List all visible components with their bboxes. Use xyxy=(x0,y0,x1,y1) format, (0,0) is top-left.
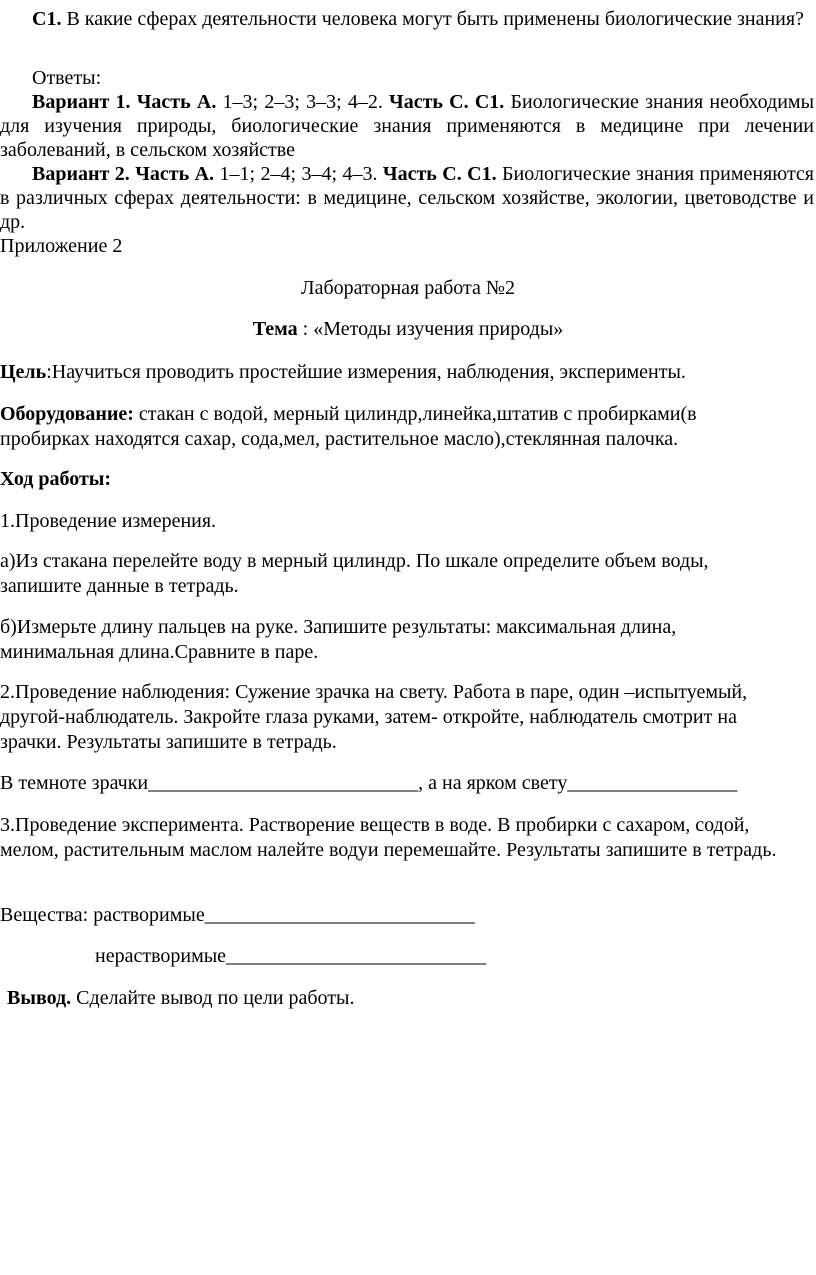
equipment-text: стакан с водой, мерный цилиндр,линейка,штатив с пробирками(в пробирках находятся сахар, сода,мел, растительное масло),стеклянная палочка. xyxy=(0,403,697,450)
topic-label: Тема xyxy=(252,318,298,340)
insoluble-text: нерастворимые__________________________ xyxy=(95,945,487,967)
step-1b-text: б)Измерьте длину пальцев на руке. Запишите результаты: максимальная длина, минимальная длина.Сравните в паре. xyxy=(0,616,677,663)
v2-part-c-label: Часть С. С1. xyxy=(382,163,497,185)
answer-variant-1 xyxy=(0,90,814,162)
lab-goal xyxy=(0,360,816,384)
goal-text: :Научиться проводить простейшие измерения, наблюдения, эксперименты. xyxy=(46,361,686,383)
lab-step-1a xyxy=(0,549,780,599)
step-2-text: 2.Проведение наблюдения: Сужение зрачка на свету. Работа в паре, один –испытуемый, другой-наблюдатель. Закройте глаза руками, затем- откройте, наблюдатель смотрит на зрачки. Результаты запишите в тетрадь. xyxy=(0,681,748,753)
v1-c-text: Биологические знания необходимы для изучения природы, биологические знания применяются в медицине при лечении заболеваний, в сельском хозяйстве xyxy=(0,91,815,161)
pupil-observation-text: В темноте зрачки___________________________, а на ярком свету_________________ xyxy=(0,772,738,794)
equipment-label: Оборудование: xyxy=(0,403,134,425)
conclusion-text: Сделайте вывод по цели работы. xyxy=(71,987,355,1009)
procedure-label: Ход работы: xyxy=(0,468,112,490)
v1-part-c-label: Часть С. С1. xyxy=(389,91,505,113)
v2-a-values: 1–1; 2–4; 3–4; 4–3. xyxy=(214,163,383,185)
v2-variant-label: Вариант 2. xyxy=(32,163,130,185)
soluble-text: Вещества: растворимые___________________________ xyxy=(0,904,475,926)
lab-step-2 xyxy=(0,680,800,755)
topic-text: : «Методы изучения природы» xyxy=(297,318,564,340)
lab-topic xyxy=(0,317,816,341)
answer-variant-2 xyxy=(0,162,814,234)
lab-step-1 xyxy=(0,509,816,533)
question-c1-text xyxy=(0,7,816,31)
v2-c-text: Биологические знания применяются в различных сферах деятельности: в медицине, сельском хозяйстве, экологии, цветоводстве и др. xyxy=(0,163,815,233)
lab-step-3 xyxy=(0,813,800,863)
question-label: С1. xyxy=(32,8,62,30)
step-1-text: 1.Проведение измерения. xyxy=(0,510,217,532)
answers-heading-text: Ответы: xyxy=(32,67,102,89)
v1-a-values: 1–3; 2–3; 3–3; 4–2. xyxy=(216,91,390,113)
v1-part-a-label: Часть А. xyxy=(136,91,217,113)
lab-title-text: Лабораторная работа №2 xyxy=(301,277,515,299)
lab-conclusion xyxy=(7,986,797,1010)
pupil-observation-line xyxy=(0,771,816,795)
answers-heading xyxy=(32,66,792,90)
v1-variant-label: Вариант 1. xyxy=(32,91,131,113)
lab-equipment xyxy=(0,402,790,452)
goal-label: Цель xyxy=(0,361,47,383)
lab-title xyxy=(0,276,816,300)
step-1a-text: а)Из стакана перелейте воду в мерный цилиндр. По шкале определите объем воды, запишите данные в тетрадь. xyxy=(0,550,709,597)
appendix-text: Приложение 2 xyxy=(0,235,123,257)
lab-step-1b xyxy=(0,615,760,665)
appendix-label xyxy=(0,234,816,258)
soluble-line xyxy=(0,903,816,927)
conclusion-label: Вывод. xyxy=(7,987,72,1009)
question-text: В какие сферах деятельности человека могут быть применены биологические знания? xyxy=(61,8,804,30)
step-3-text: 3.Проведение эксперимента. Растворение веществ в воде. В пробирки с сахаром, содой, мелом, растительным маслом налейте водуи перемешайте. Результаты запишите в тетрадь. xyxy=(0,814,777,861)
insoluble-line xyxy=(95,944,795,968)
lab-procedure-heading xyxy=(0,467,816,491)
v2-part-a-label: Часть А. xyxy=(135,163,215,185)
